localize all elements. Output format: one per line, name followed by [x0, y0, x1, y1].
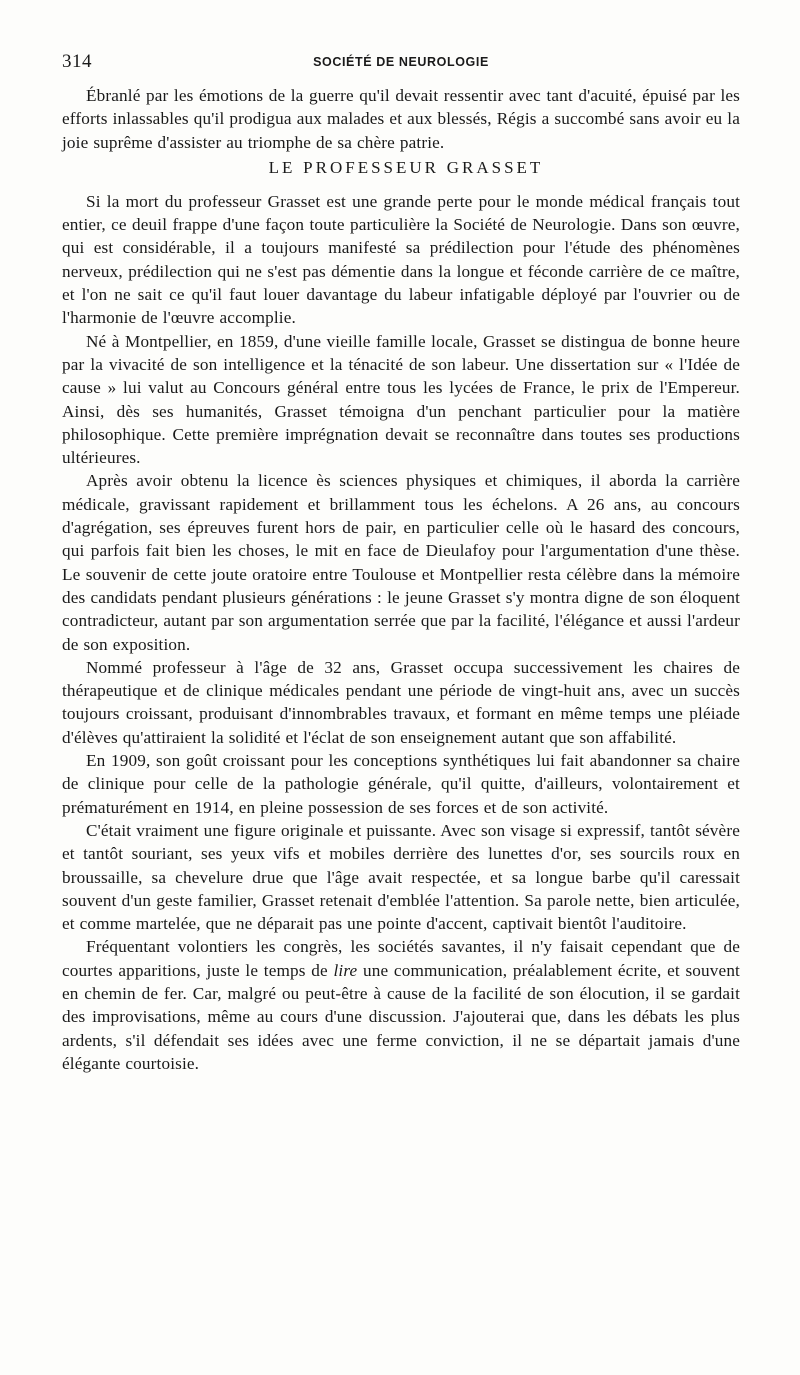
paragraph-4: Nommé professeur à l'âge de 32 ans, Grasset occupa successivement les chaires de thérapeutique et de clinique médicales pendant une période de vingt-huit ans, avec un succès toujours croissant, produisant d'innombrables travaux, et formant en même temps une pléiade d'élèves qu'attiraient la solidité et l'éclat de son enseignement autant que son affabilité. [62, 657, 740, 747]
paragraph-7-part-1: Fréquentant volontiers les congrès, les sociétés savantes, il n'y faisait cependant que de courtes apparitions, juste le temps de [62, 937, 740, 980]
paragraph-6: C'était vraiment une figure originale et puissante. Avec son visage si expressif, tantôt sévère et tantôt souriant, ses yeux vifs et mobiles derrière des lunettes d'or, ses sourcils roux en broussaille, sa chevelure drue que l'âge avait respectée, et sa longue barbe qu'il caressait souvent d'un geste familier, Grasset retenait d'emblée l'attention. Sa parole nette, bien articulée, et comme martelée, que ne déparait pas une pointe d'accent, captivait bientôt l'auditoire. [62, 820, 740, 934]
paragraph-7 [62, 935, 740, 1075]
section-title-text: LE PROFESSEUR GRASSET [268, 157, 544, 177]
paragraph-3: Après avoir obtenu la licence ès sciences physiques et chimiques, il aborda la carrière médicale, gravissant rapidement et brillamment tous les échelons. A 26 ans, au concours d'agrégation, ses épreuves furent hors de pair, en particulier celle où le hasard des concours, qui parfois fait bien les choses, le mit en face de Dieulafoy pour l'argumentation d'une thèse. Le souvenir de cette joute oratoire entre Toulouse et Montpellier resta célèbre dans la mémoire des candidats pendant plusieurs générations : le jeune Grasset s'y montra digne de son éloquent contradicteur, autant par son argumentation serrée que par la facilité, l'élégance et aussi l'ardeur de son exposition. [62, 471, 740, 654]
paragraph-5: En 1909, son goût croissant pour les conceptions synthétiques lui fait abandonner sa chaire de clinique pour celle de la pathologie générale, qu'il quitte, d'ailleurs, volontairement et prématurément en 1914, en pleine possession de ses forces et de son activité. [62, 751, 740, 817]
section-title [62, 156, 740, 180]
paragraph-7-italic: lire [333, 960, 358, 980]
paragraph-7-part-2: une communication, préalablement écrite, et souvent en chemin de fer. Car, malgré ou peut-être à cause de la facilité de son élocution, il se gardait des improvisations, même au cours d'une discussion. J'ajouterai que, dans les débats les plus ardents, s'il défendait ses idées avec une ferme conviction, il ne se départait jamais d'une élégante courtoisie. [62, 960, 740, 1073]
intro-paragraph: Ébranlé par les émotions de la guerre qu'il devait ressentir avec tant d'acuité, épuisé par les efforts inlassables qu'il prodigua aux malades et aux blessés, Régis a succombé sans avoir eu la joie suprême d'assister au triomphe de sa chère patrie. [62, 86, 740, 152]
page-number: 314 [62, 51, 92, 72]
page-header [62, 51, 740, 75]
running-head: SOCIÉTÉ DE NEUROLOGIE [313, 55, 489, 69]
paragraph-1: Si la mort du professeur Grasset est une grande perte pour le monde médical français tout entier, ce deuil frappe d'une façon toute particulière la Société de Neurologie. Dans son œuvre, qui est considérable, il a toujours manifesté sa prédilection pour l'étude des phénomènes nerveux, prédilection qui ne s'est pas démentie dans la longue et féconde carrière de ce maître, et l'on ne sait ce qu'il faut louer davantage du labeur infatigable déployé par l'ouvrier ou de l'harmonie de l'œuvre accomplie. [62, 191, 740, 328]
body-text [62, 84, 740, 1075]
paragraph-2: Né à Montpellier, en 1859, d'une vieille famille locale, Grasset se distingua de bonne heure par la vivacité de son intelligence et la ténacité de son labeur. Une dissertation sur « l'Idée de cause » lui valut au Concours général entre tous les lycées de France, le prix de l'Empereur. Ainsi, dès ses humanités, Grasset témoigna d'un penchant particulier pour la matière philosophique. Cette première imprégnation devait se reconnaître dans toutes ses productions ultérieures. [62, 331, 740, 468]
